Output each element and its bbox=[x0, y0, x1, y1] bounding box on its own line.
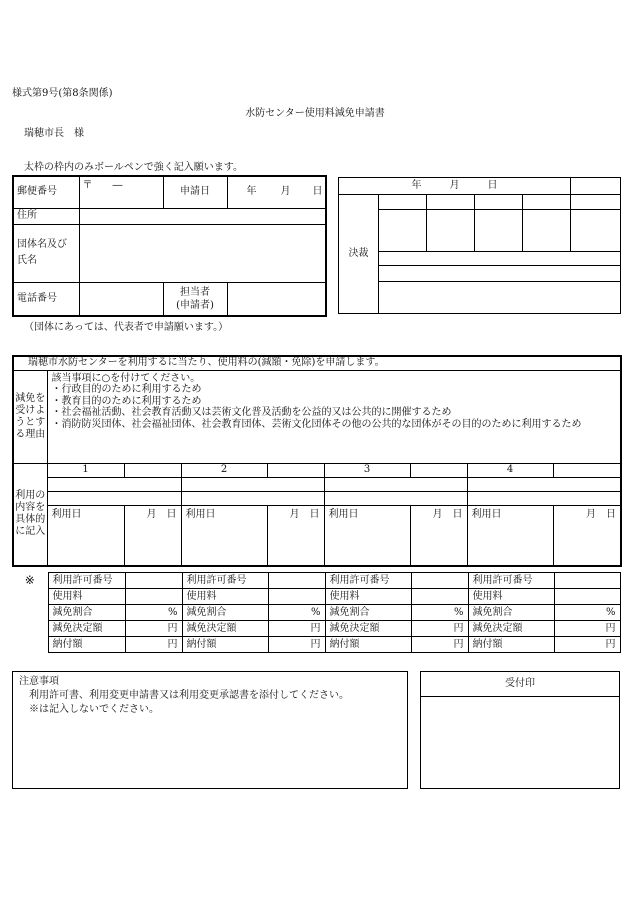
fee-value-3 bbox=[411, 589, 468, 605]
rate-unit-3: % bbox=[411, 605, 468, 621]
decided-amount-label-3: 減免決定額 bbox=[325, 621, 411, 637]
usage-date-4-field[interactable] bbox=[553, 505, 621, 566]
paid-amount-label-1: 納付額 bbox=[48, 637, 125, 653]
approval-seal-3 bbox=[475, 210, 523, 252]
office-use-table bbox=[12, 572, 621, 653]
reason-item-3[interactable]: ・社会福祉活動、社会教育活動又は芸術文化普及活動を公益的又は公共的に開催するため bbox=[51, 407, 452, 418]
usage-date-3-label: 利用日 bbox=[324, 505, 410, 566]
approval-seal-5-head bbox=[571, 195, 621, 210]
fee-label-1: 使用料 bbox=[48, 589, 125, 605]
usage-month-2: 月 bbox=[289, 508, 300, 520]
applicant-table bbox=[12, 175, 327, 317]
usage-date-4-label: 利用日 bbox=[467, 505, 553, 566]
application-statement: 瑞穂市水防センターを利用するに当たり、使用料の(減額・免除)を申請します。 bbox=[13, 356, 621, 370]
fee-value-2 bbox=[268, 589, 325, 605]
instruction-text: 太枠の枠内のみボールペンで強く記入願います。 bbox=[24, 162, 243, 173]
form-number: 様式第9号(第8条関係) bbox=[12, 88, 113, 99]
approval-seal-1 bbox=[379, 210, 427, 252]
rate-label-1: 減免割合 bbox=[48, 605, 125, 621]
decided-amount-unit-4: 円 bbox=[554, 621, 620, 637]
rate-label-2: 減免割合 bbox=[182, 605, 268, 621]
usage-column-3-number: 3 bbox=[324, 463, 410, 477]
approval-seal-4 bbox=[523, 210, 571, 252]
permit-number-label-3: 利用許可番号 bbox=[325, 573, 411, 589]
fee-label-4: 使用料 bbox=[468, 589, 554, 605]
approval-row-b bbox=[379, 266, 621, 282]
permit-number-1 bbox=[125, 573, 182, 589]
usage-column-4-aux bbox=[553, 463, 621, 477]
usage-month-3: 月 bbox=[432, 508, 443, 520]
paid-amount-label-4: 納付額 bbox=[468, 637, 554, 653]
approval-seal-5 bbox=[571, 210, 621, 252]
office-use-mark: ※ bbox=[24, 572, 35, 587]
usage-detail-1-field[interactable] bbox=[47, 491, 181, 505]
contact-person-label: 担当者(申請者) bbox=[163, 282, 227, 316]
approval-row-c bbox=[379, 282, 621, 314]
notes-box bbox=[12, 671, 408, 789]
usage-month-4: 月 bbox=[586, 508, 596, 520]
usage-detail-3-field[interactable] bbox=[324, 491, 467, 505]
paid-amount-unit-3: 円 bbox=[411, 637, 468, 653]
form-title: 水防センター使用料減免申請書 bbox=[245, 108, 385, 119]
reason-item-2[interactable]: ・教育目的のために利用するため bbox=[51, 395, 202, 407]
fee-label-2: 使用料 bbox=[182, 589, 268, 605]
fee-label-3: 使用料 bbox=[325, 589, 411, 605]
reason-list[interactable] bbox=[47, 370, 621, 463]
approval-corner bbox=[571, 178, 621, 195]
application-date-field[interactable] bbox=[227, 176, 326, 208]
approval-seal-2-head bbox=[427, 195, 475, 210]
permit-number-2 bbox=[268, 573, 325, 589]
phone-label: 電話番号 bbox=[13, 282, 79, 316]
group-name-field[interactable] bbox=[79, 224, 326, 282]
usage-date-2-label: 利用日 bbox=[181, 505, 267, 566]
notes-title: 注意事項 bbox=[19, 676, 59, 687]
usage-date-1-field[interactable] bbox=[124, 505, 181, 566]
permit-number-4 bbox=[554, 573, 620, 589]
usage-day-2: 日 bbox=[309, 508, 320, 520]
approval-seal-1-head bbox=[379, 195, 427, 210]
address-label: 住所 bbox=[13, 208, 79, 224]
contact-person-field[interactable] bbox=[227, 282, 326, 316]
rate-label-4: 減免割合 bbox=[468, 605, 554, 621]
paid-amount-unit-2: 円 bbox=[268, 637, 325, 653]
approval-table bbox=[338, 177, 621, 314]
permit-number-label-4: 利用許可番号 bbox=[468, 573, 554, 589]
usage-day-1: 日 bbox=[166, 508, 177, 520]
approval-seal-2 bbox=[427, 210, 475, 252]
usage-month-1: 月 bbox=[146, 508, 157, 520]
approval-date-cell bbox=[339, 178, 571, 195]
usage-column-1-number: 1 bbox=[47, 463, 124, 477]
postal-code-label: 郵便番号 bbox=[13, 176, 79, 208]
permit-number-3 bbox=[411, 573, 468, 589]
approval-row-a bbox=[379, 252, 621, 266]
usage-column-2-aux bbox=[267, 463, 324, 477]
date-month-label: 月 bbox=[280, 186, 291, 198]
postal-code-field[interactable]: 〒 ― bbox=[79, 176, 163, 208]
usage-date-2-field[interactable] bbox=[267, 505, 324, 566]
group-note: （団体にあっては、代表者で申請願います。） bbox=[24, 322, 229, 333]
usage-detail-4-field[interactable] bbox=[467, 491, 621, 505]
fee-value-1 bbox=[125, 589, 182, 605]
decided-amount-unit-1: 円 bbox=[125, 621, 182, 637]
permit-number-label-1: 利用許可番号 bbox=[48, 573, 125, 589]
notes-line-2: ※は記入しないでください。 bbox=[29, 704, 159, 715]
paid-amount-unit-4: 円 bbox=[554, 637, 620, 653]
address-field[interactable] bbox=[79, 208, 326, 224]
date-day-label: 日 bbox=[312, 186, 323, 198]
approval-month-label: 月 bbox=[449, 180, 460, 191]
reason-item-4[interactable]: ・消防防災団体、社会福祉団体、社会教育団体、芸術文化団体その他の公共的な団体がその目的のために利用するため bbox=[51, 418, 582, 430]
usage-date-3-field[interactable] bbox=[410, 505, 467, 566]
usage-column-4-number: 4 bbox=[467, 463, 553, 477]
usage-day-4: 日 bbox=[606, 508, 616, 520]
approval-day-label: 日 bbox=[487, 180, 498, 191]
permit-number-label-2: 利用許可番号 bbox=[182, 573, 268, 589]
paid-amount-label-3: 納付額 bbox=[325, 637, 411, 653]
reason-item-1[interactable]: ・行政目的のために利用するため bbox=[51, 384, 202, 395]
receipt-stamp-label: 受付印 bbox=[421, 672, 619, 697]
decided-amount-label-1: 減免決定額 bbox=[48, 621, 125, 637]
usage-content-label: 利用の内容を具体的に記入 bbox=[13, 463, 47, 566]
phone-field[interactable] bbox=[79, 282, 163, 316]
approval-seal-3-head bbox=[475, 195, 523, 210]
date-year-label: 年 bbox=[246, 186, 257, 198]
rate-label-3: 減免割合 bbox=[325, 605, 411, 621]
fee-value-4 bbox=[554, 589, 620, 605]
usage-detail-2-field[interactable] bbox=[181, 491, 324, 505]
paid-amount-label-2: 納付額 bbox=[182, 637, 268, 653]
usage-date-1-label: 利用日 bbox=[47, 505, 124, 566]
usage-column-2-number: 2 bbox=[181, 463, 267, 477]
usage-content-4-field[interactable] bbox=[467, 477, 621, 491]
decided-amount-label-4: 減免決定額 bbox=[468, 621, 554, 637]
usage-content-3-field[interactable] bbox=[324, 477, 467, 491]
notes-line-1: 利用許可書、利用変更申請書又は利用変更承認書を添付してください。 bbox=[29, 690, 349, 701]
reason-label: 減免を受けようとする理由 bbox=[13, 370, 47, 463]
application-date-label: 申請日 bbox=[163, 176, 227, 208]
decided-amount-label-2: 減免決定額 bbox=[182, 621, 268, 637]
receipt-stamp-box bbox=[420, 671, 620, 789]
paid-amount-unit-1: 円 bbox=[125, 637, 182, 653]
application-table bbox=[12, 355, 622, 567]
group-name-label: 団体名及び氏名 bbox=[13, 224, 79, 282]
rate-unit-2: % bbox=[268, 605, 325, 621]
decision-label: 決裁 bbox=[339, 195, 379, 314]
decided-amount-unit-3: 円 bbox=[411, 621, 468, 637]
usage-column-3-aux bbox=[410, 463, 467, 477]
usage-column-1-aux bbox=[124, 463, 181, 477]
rate-unit-4: % bbox=[554, 605, 620, 621]
reason-instruction: 該当事項に○を付けてください。 bbox=[51, 372, 201, 384]
addressee: 瑞穂市長 様 bbox=[24, 128, 84, 139]
decided-amount-unit-2: 円 bbox=[268, 621, 325, 637]
approval-year-label: 年 bbox=[411, 180, 422, 191]
approval-seal-4-head bbox=[523, 195, 571, 210]
usage-day-3: 日 bbox=[452, 508, 463, 520]
usage-content-2-field[interactable] bbox=[181, 477, 324, 491]
usage-content-1-field[interactable] bbox=[47, 477, 181, 491]
rate-unit-1: % bbox=[125, 605, 182, 621]
